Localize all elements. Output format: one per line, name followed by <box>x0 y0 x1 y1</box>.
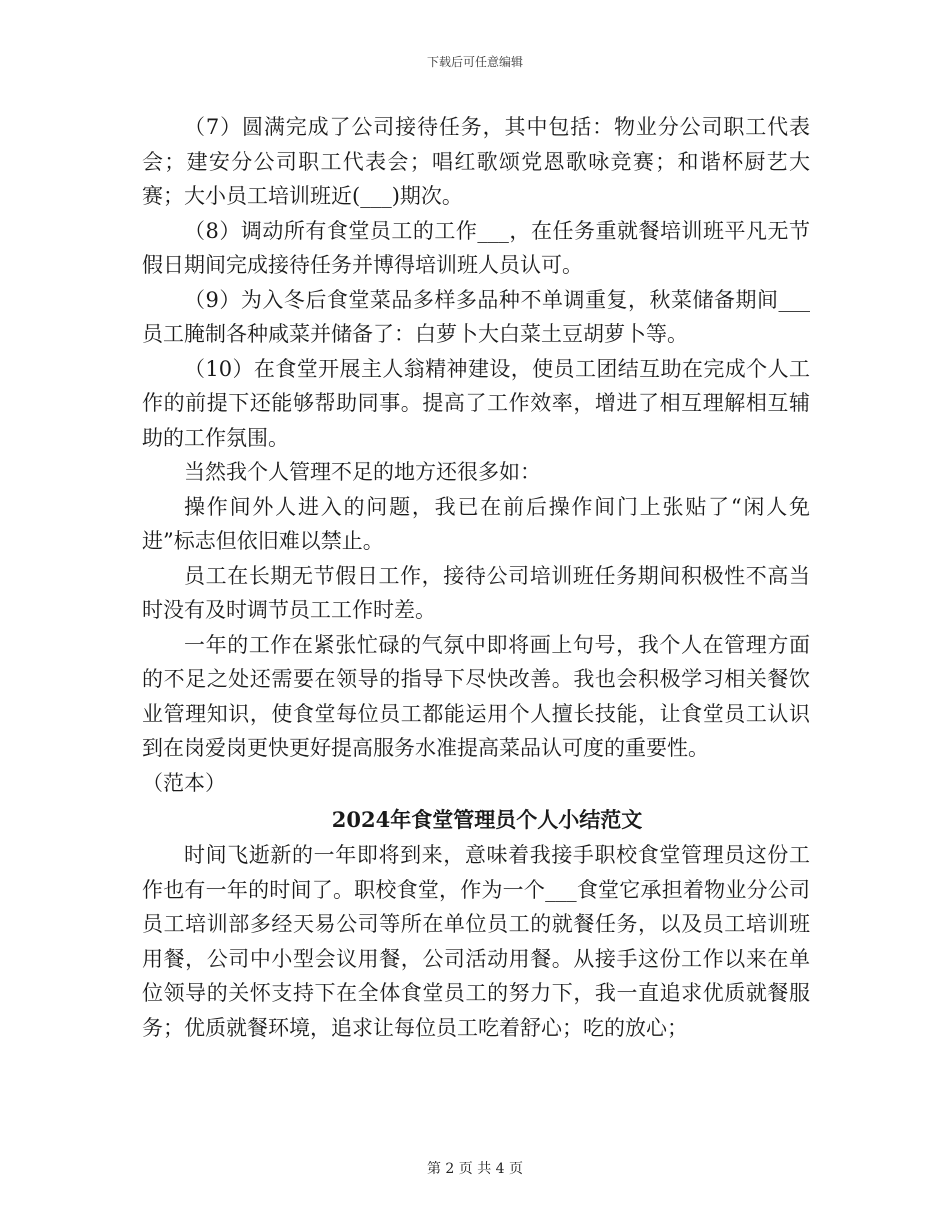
paragraph-conclusion: 一年的工作在紧张忙碌的气氛中即将画上句号，我个人在管理方面的不足之处还需要在领导的指导下尽快改善。我也会积极学习相关餐饮业管理知识，使食堂每位员工都能运用个人擅长技能，让食堂员工认识到在岗爱岗更快更好提高服务水准提高菜品认可度的重要性。 <box>142 632 810 760</box>
paragraph-item-7: （7）圆满完成了公司接待任务，其中包括：物业分公司职工代表会；建安分公司职工代表会；唱红歌颂党恩歌咏竞赛；和谐杯厨艺大赛；大小员工培训班近(___)期次。 <box>142 115 810 208</box>
paragraph-item-8: （8）调动所有食堂员工的工作___，在任务重就餐培训班平凡无节假日期间完成接待任务并博得培训班人员认可。 <box>142 218 810 277</box>
paragraph-item-9: （9）为入冬后食堂菜品多样多品种不单调重复，秋菜储备期间___员工腌制各种咸菜并储备了：白萝卜大白菜土豆胡萝卜等。 <box>142 287 810 346</box>
document-body <box>142 110 810 1045</box>
section-title: 2024年食堂管理员个人小结范文 <box>331 807 643 832</box>
page-header: 下载后可任意编辑 <box>426 55 523 69</box>
section-paragraph: 时间飞逝新的一年即将到来，意味着我接手职校食堂管理员这份工作也有一年的时间了。职校食堂，作为一个___食堂它承担着物业分公司员工培训部多经天易公司等所在单位员工的就餐任务，以及员工培训班用餐，公司中小型会议用餐，公司活动用餐。从接手这份工作以来在单位领导的关怀支持下在全体食堂员工的努力下，我一直追求优质就餐服务；优质就餐环境，追求让每位员工吃着舒心；吃的放心； <box>142 843 810 1040</box>
page-number: 第 2 页 共 4 页 <box>426 1161 524 1177</box>
paragraph-shortcoming-1: 操作间外人进入的问题，我已在前后操作间门上张贴了“闲人免进”标志但依旧难以禁止。 <box>142 494 810 553</box>
paragraph-shortcoming-2: 员工在长期无节假日工作，接待公司培训班任务期间积极性不高当时没有及时调节员工工作时差。 <box>142 563 810 622</box>
paragraph-item-10: （10）在食堂开展主人翁精神建设，使员工团结互助在完成个人工作的前提下还能够帮助同事。提高了工作效率，增进了相互理解相互辅助的工作氛围。 <box>142 356 810 450</box>
paragraph-shortcomings-intro: 当然我个人管理不足的地方还很多如： <box>184 460 541 484</box>
template-note: （范本） <box>142 770 226 795</box>
